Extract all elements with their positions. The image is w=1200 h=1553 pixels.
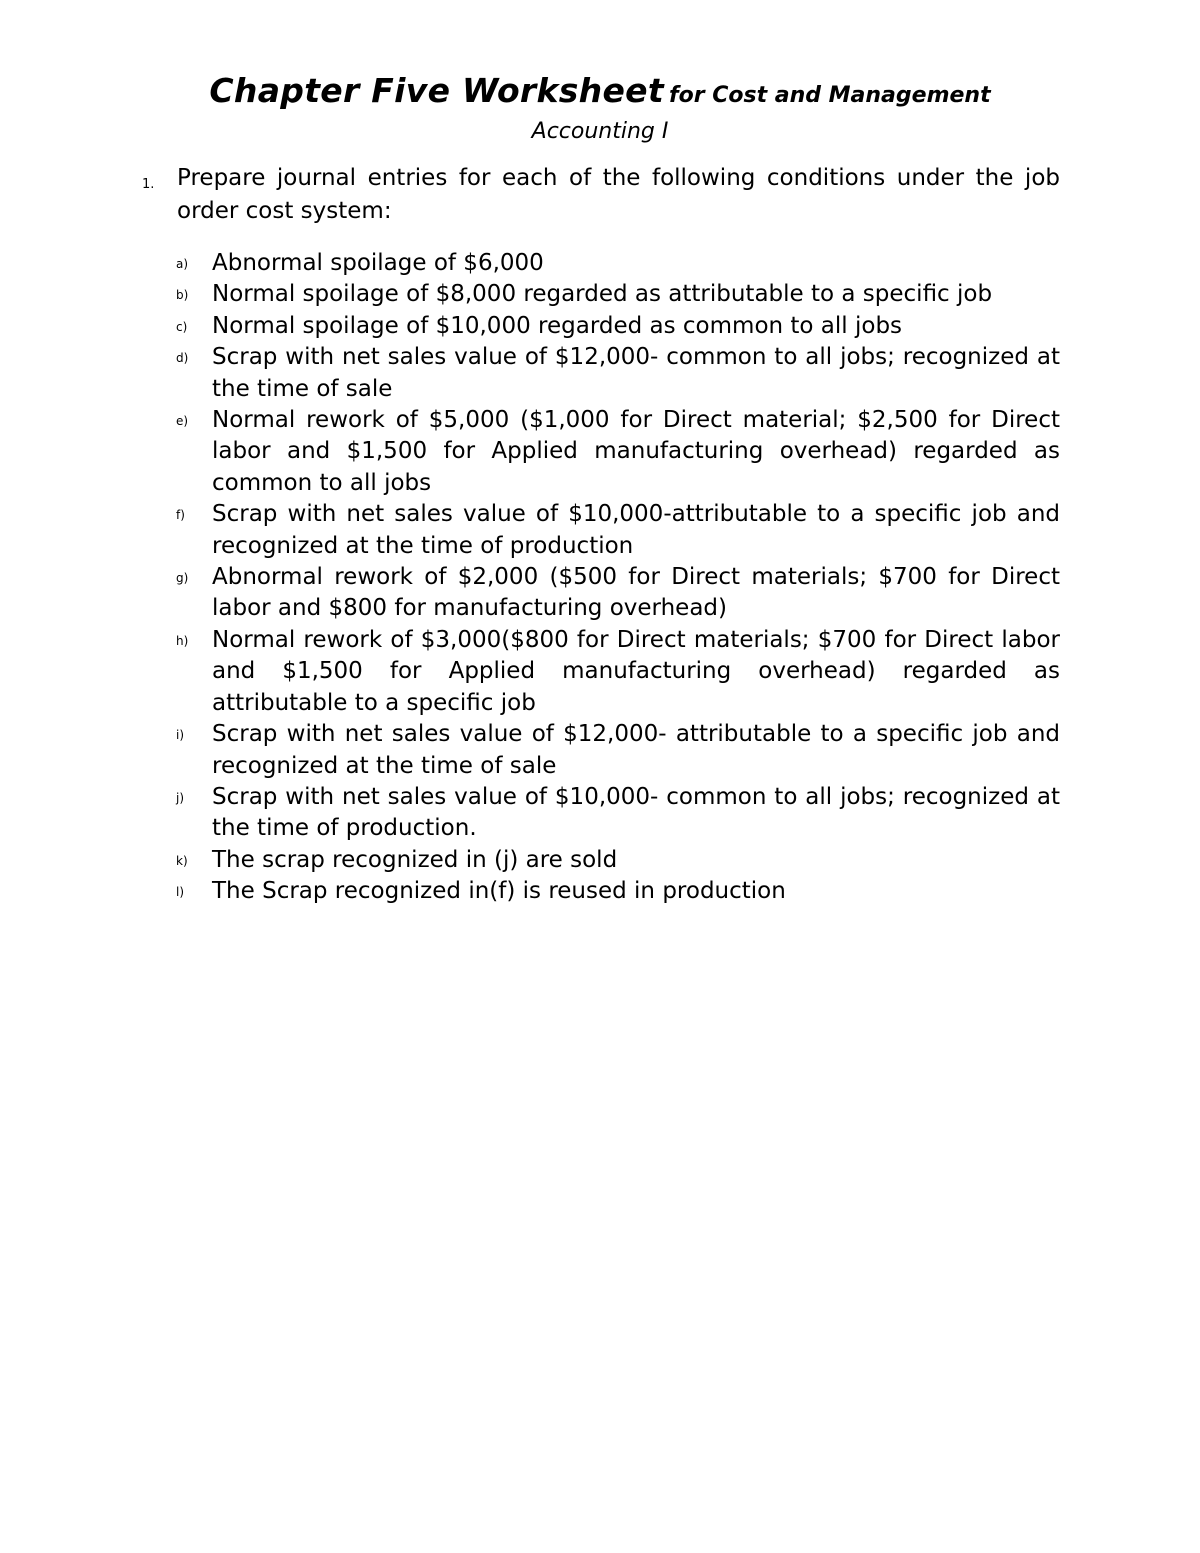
list-item-text: Scrap with net sales value of $12,000- attributable to a specific job and recognized at the time of sale: [212, 721, 1060, 779]
list-item-text: Normal spoilage of $10,000 regarded as common to all jobs: [212, 312, 903, 339]
list-item-text: The scrap recognized in (j) are sold: [212, 846, 618, 873]
list-item: [176, 248, 1060, 279]
list-item-marker: d): [176, 351, 189, 366]
question-number: 1.: [142, 177, 155, 192]
condition-list: [176, 248, 1060, 908]
title-subtitle: for Cost and Management: [669, 83, 991, 108]
list-item: [176, 562, 1060, 625]
list-item-text: Normal rework of $5,000 ($1,000 for Direct material; $2,500 for Direct labor and $1,500 for Applied manufacturing overhead) regarded as common to all jobs: [212, 407, 1060, 496]
list-item: [176, 311, 1060, 342]
list-item: [176, 719, 1060, 782]
question-1: [142, 162, 1060, 228]
list-item-text: Abnormal rework of $2,000 ($500 for Direct materials; $700 for Direct labor and $800 for manufacturing overhead): [212, 564, 1060, 622]
list-item-text: Scrap with net sales value of $10,000- common to all jobs; recognized at the time of production.: [212, 783, 1060, 842]
list-item: [176, 625, 1060, 719]
title-main: Chapter Five Worksheet: [209, 71, 664, 110]
list-item-marker: g): [176, 571, 189, 586]
list-item-marker: a): [176, 257, 189, 271]
list-item-marker: f): [176, 508, 185, 523]
list-item: [176, 845, 1060, 876]
list-item-text: Abnormal spoilage of $6,000: [212, 250, 544, 276]
list-item-marker: i): [176, 728, 185, 743]
list-item-marker: h): [176, 633, 189, 648]
list-item-marker: e): [176, 414, 189, 429]
worksheet-title: [150, 70, 1050, 146]
list-item-marker: j): [176, 790, 185, 805]
list-item: [176, 499, 1060, 562]
list-item-marker: b): [176, 288, 189, 303]
title-line-1: [150, 70, 1050, 118]
list-item: [176, 342, 1060, 405]
list-item-text: Scrap with net sales value of $10,000-attributable to a specific job and recognized at the time of production: [212, 501, 1060, 559]
list-item-marker: l): [176, 885, 185, 900]
list-item: [176, 876, 1060, 907]
title-line-2: Accounting I: [531, 119, 669, 144]
list-item: [176, 279, 1060, 310]
list-item: [176, 782, 1060, 845]
list-item-text: Normal spoilage of $8,000 regarded as attributable to a specific job: [212, 281, 993, 308]
list-item-text: Scrap with net sales value of $12,000- common to all jobs; recognized at the time of sale: [212, 344, 1060, 402]
list-item-marker: c): [176, 319, 188, 334]
list-item: [176, 405, 1060, 499]
list-item-text: The Scrap recognized in(f) is reused in production: [212, 878, 786, 905]
question-text: Prepare journal entries for each of the following conditions under the job order cost system:: [177, 165, 1060, 224]
list-item-marker: k): [176, 853, 188, 868]
list-item-text: Normal rework of $3,000($800 for Direct materials; $700 for Direct labor and $1,500 for Applied manufacturing overhead) regarded as attributable to a specific job: [212, 626, 1060, 716]
